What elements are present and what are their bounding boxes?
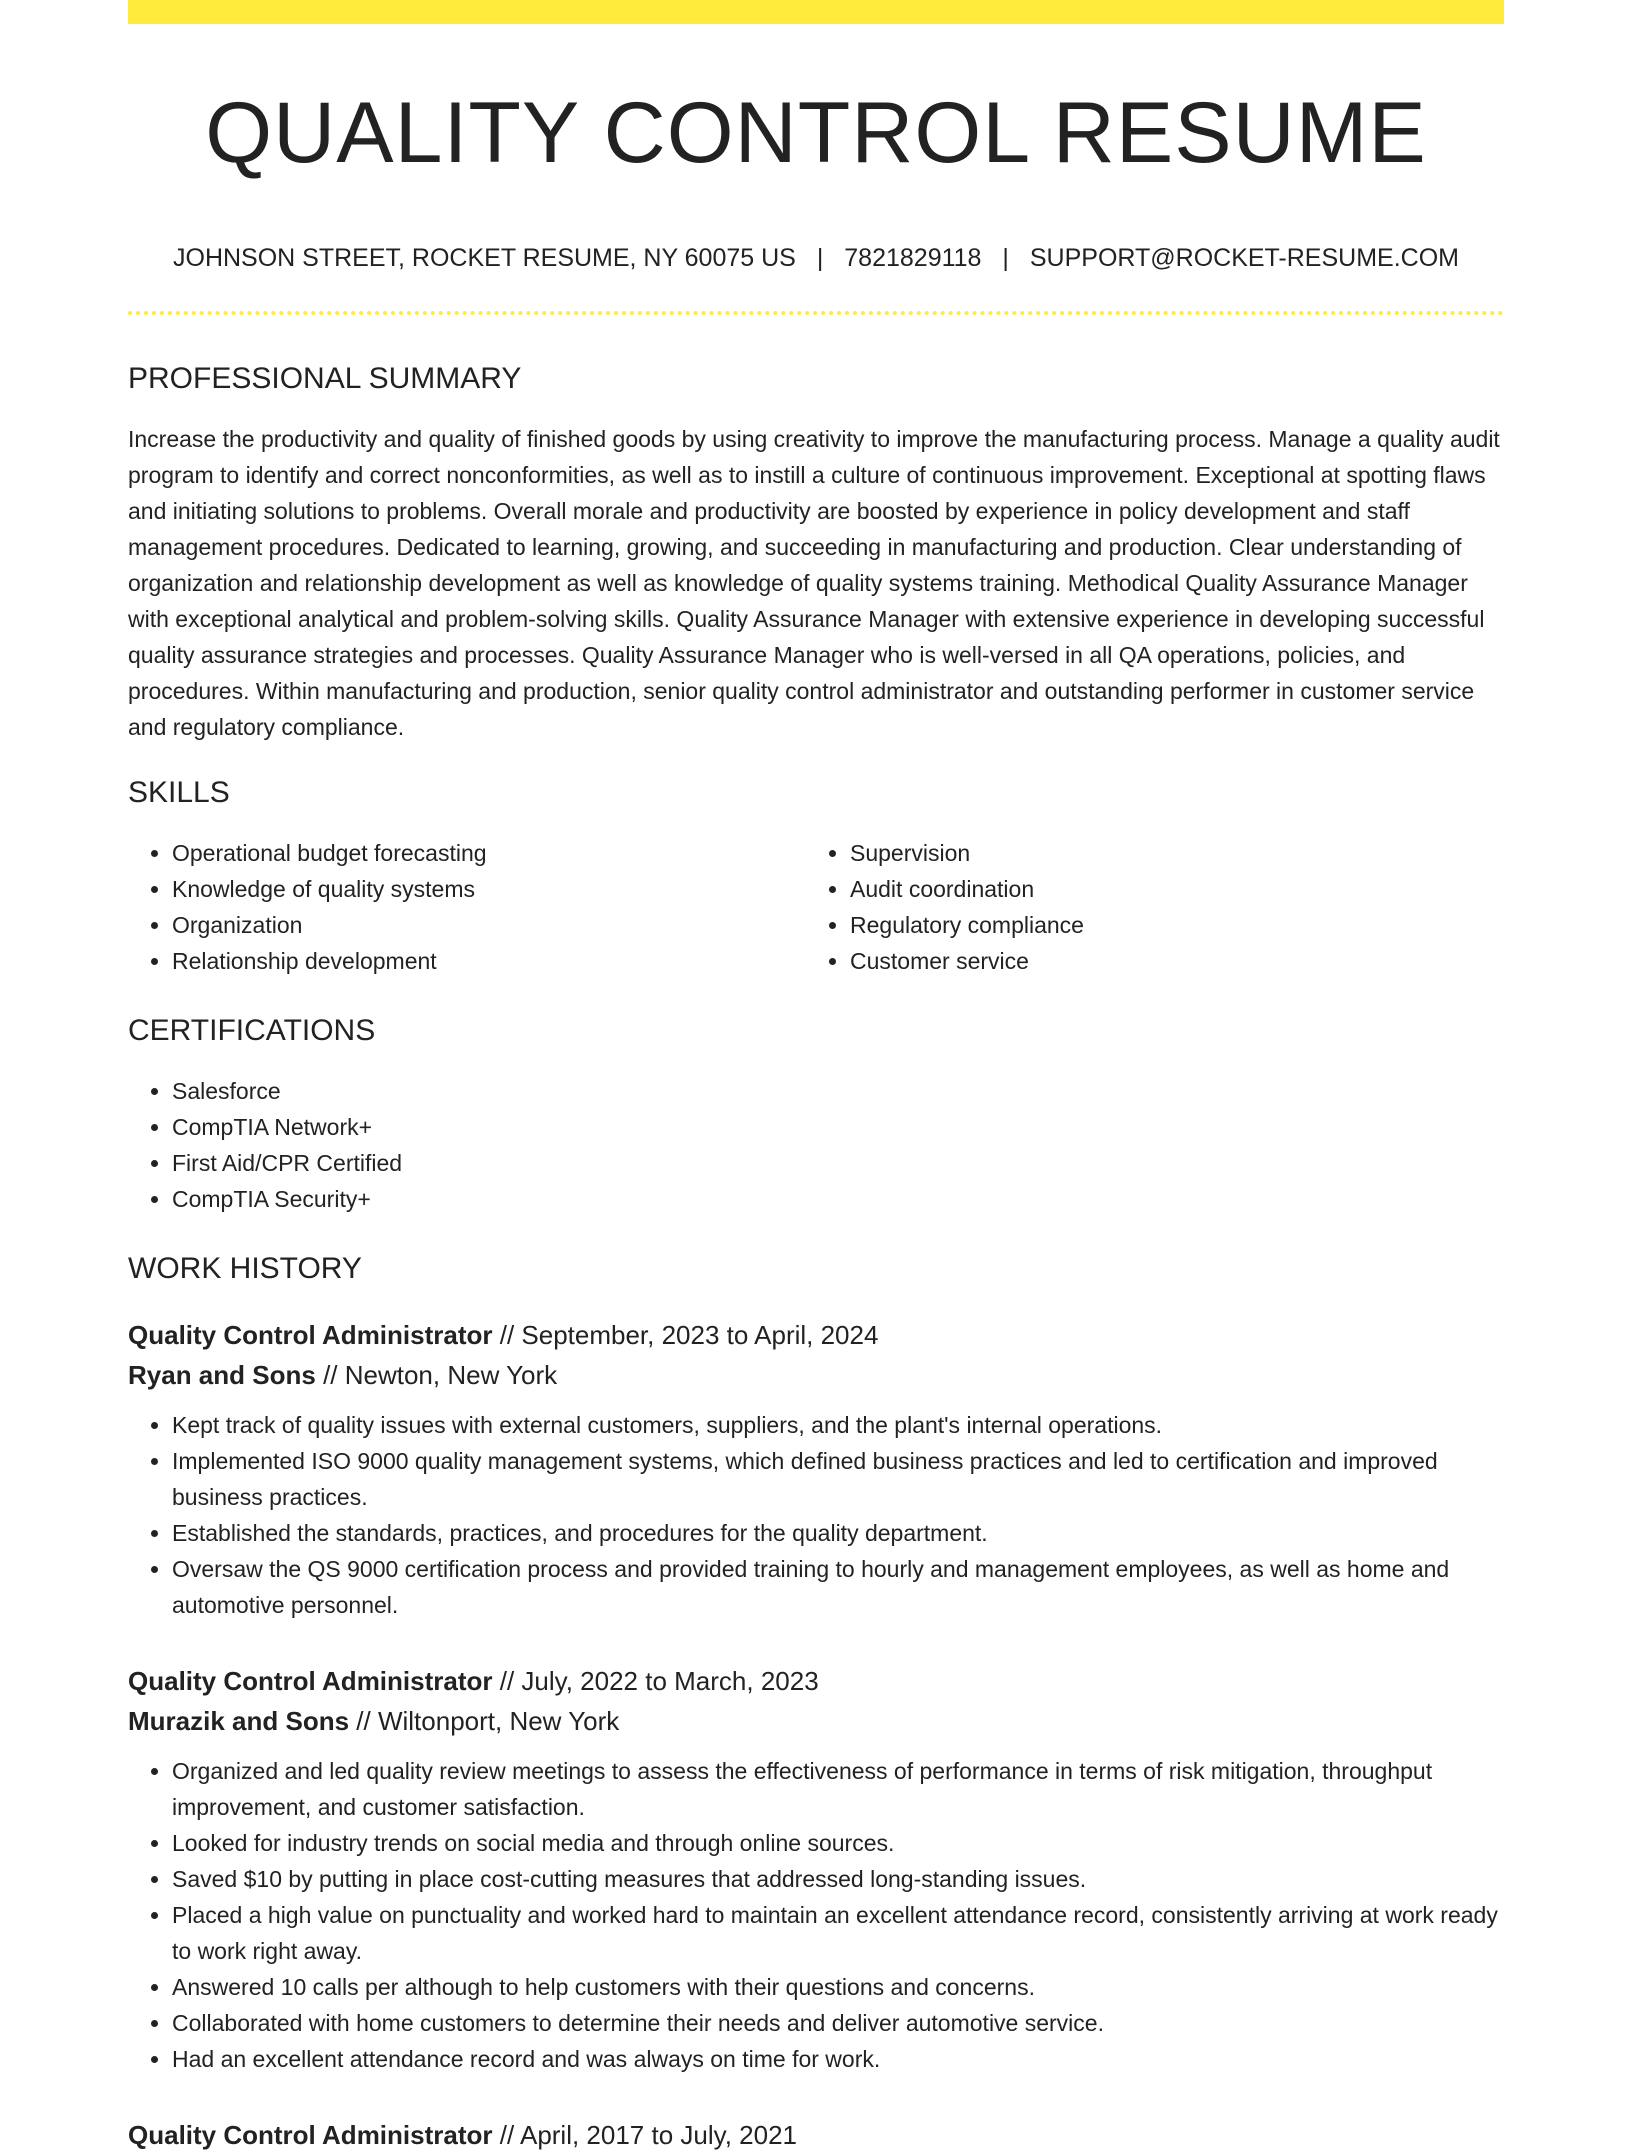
skills-heading: SKILLS	[128, 775, 230, 809]
job-company-line	[128, 1701, 1504, 1741]
accent-top-bar	[128, 0, 1504, 24]
job-bullet: • Established the standards, practices, and procedures for the quality department.	[172, 1515, 1504, 1551]
skill-item: • Relationship development	[172, 943, 806, 979]
job-title: Quality Control Administrator	[128, 2119, 493, 2150]
job-bullet: • Saved $10 by putting in place cost-cutting measures that addressed long-standing issues.	[172, 1861, 1504, 1897]
contact-line	[128, 243, 1504, 273]
job-bullets	[128, 1407, 1504, 1623]
skill-item: • Organization	[172, 907, 806, 943]
job-company-line	[128, 1355, 1504, 1395]
job-title: Quality Control Administrator	[128, 1665, 493, 1696]
certifications-heading: CERTIFICATIONS	[128, 1013, 376, 1047]
job-dates: // April, 2017 to July, 2021	[499, 2119, 797, 2150]
contact-phone: 7821829118	[844, 243, 982, 272]
job-company: Murazik and Sons	[128, 1705, 350, 1736]
job-dates: // September, 2023 to April, 2024	[499, 1319, 879, 1350]
job-bullet: • Looked for industry trends on social media and through online sources.	[172, 1825, 1504, 1861]
certification-item: • Salesforce	[172, 1073, 1504, 1109]
skills-left-list	[128, 835, 806, 979]
job-title-line	[128, 1661, 1504, 1701]
job-dates: // July, 2022 to March, 2023	[499, 1665, 819, 1696]
certification-item: • CompTIA Security+	[172, 1181, 1504, 1217]
job-bullets	[128, 1753, 1504, 2077]
job-company: Ryan and Sons	[128, 1359, 316, 1390]
contact-separator: |	[1002, 243, 1009, 272]
job-bullet: • Had an excellent attendance record and was always on time for work.	[172, 2041, 1504, 2077]
skill-item: • Knowledge of quality systems	[172, 871, 806, 907]
skill-item: • Regulatory compliance	[850, 907, 1504, 943]
summary-text: Increase the productivity and quality of finished goods by using creativity to improve the manufacturing process. Manage a quality audit program to identify and correct nonconformities, as well as to instill a culture of continuous improvement. Exceptional at spotting flaws and initiating solutions to problems. Overall morale and productivity are boosted by experience in policy development and staff management procedures. Dedicated to learning, growing, and succeeding in manufacturing and production. Clear understanding of organization and relationship development as well as knowledge of quality systems training. Methodical Quality Assurance Manager with exceptional analytical and problem-solving skills. Quality Assurance Manager with extensive experience in developing successful quality assurance strategies and processes. Quality Assurance Manager who is well-versed in all QA operations, policies, and procedures. Within manufacturing and production, senior quality control administrator and outstanding performer in customer service and regulatory compliance.	[128, 425, 1500, 740]
skills-columns	[128, 835, 1504, 979]
dotted-divider	[128, 311, 1504, 315]
job-title-line	[128, 2115, 1504, 2155]
skill-item: • Customer service	[850, 943, 1504, 979]
job-bullet: • Implemented ISO 9000 quality management systems, which defined business practices and led to certification and improved business practices.	[172, 1443, 1504, 1515]
job-title-line	[128, 1315, 1504, 1355]
job-bullet: • Organized and led quality review meetings to assess the effectiveness of performance in terms of risk mitigation, throughput improvement, and customer satisfaction.	[172, 1753, 1504, 1825]
skill-item: • Audit coordination	[850, 871, 1504, 907]
contact-address: JOHNSON STREET, ROCKET RESUME, NY 60075 US	[173, 243, 796, 272]
job-bullet: • Oversaw the QS 9000 certification process and provided training to hourly and management employees, as well as home and automotive personnel.	[172, 1551, 1504, 1623]
job-location: // Newton, New York	[323, 1359, 558, 1390]
contact-separator: |	[816, 243, 824, 272]
job-bullet: • Placed a high value on punctuality and worked hard to maintain an excellent attendance record, consistently arriving at work ready to work right away.	[172, 1897, 1504, 1969]
job-title: Quality Control Administrator	[128, 1319, 493, 1350]
work-history-heading: WORK HISTORY	[128, 1251, 362, 1285]
summary-heading: PROFESSIONAL SUMMARY	[128, 361, 522, 395]
job-entry	[128, 2115, 1504, 2155]
resume-title: QUALITY CONTROL RESUME	[205, 85, 1427, 181]
job-bullet: • Kept track of quality issues with external customers, suppliers, and the plant's internal operations.	[172, 1407, 1504, 1443]
contact-email: SUPPORT@ROCKET-RESUME.COM	[1029, 243, 1459, 272]
job-bullet: • Answered 10 calls per although to help customers with their questions and concerns.	[172, 1969, 1504, 2005]
skill-item: • Supervision	[850, 835, 1504, 871]
job-entry	[128, 1661, 1504, 2077]
job-location: // Wiltonport, New York	[356, 1705, 620, 1736]
certification-item: • CompTIA Network+	[172, 1109, 1504, 1145]
job-entry	[128, 1315, 1504, 1623]
skills-right-list	[806, 835, 1504, 979]
skill-item: • Operational budget forecasting	[172, 835, 806, 871]
certification-item: • First Aid/CPR Certified	[172, 1145, 1504, 1181]
certifications-list	[128, 1073, 1504, 1217]
resume-page	[128, 0, 1504, 2155]
job-bullet: • Collaborated with home customers to determine their needs and deliver automotive service.	[172, 2005, 1504, 2041]
